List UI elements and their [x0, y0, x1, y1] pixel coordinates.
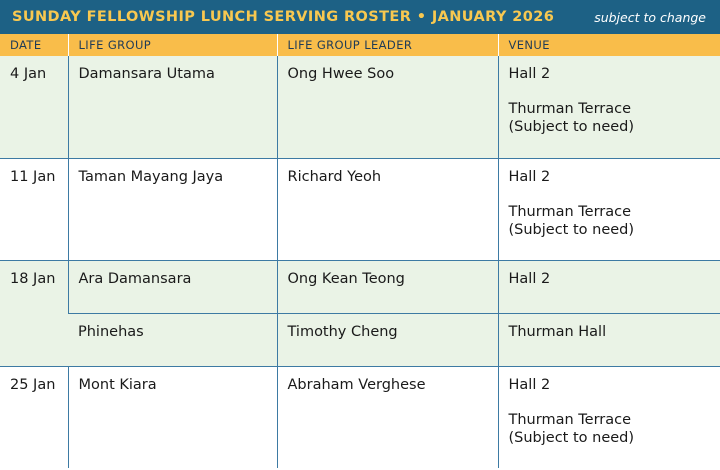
venue-cell [498, 158, 720, 260]
venue-note: (Subject to need) [508, 119, 635, 135]
date-cell: 4 Jan [0, 56, 68, 158]
table-row [0, 313, 720, 366]
venue-primary: Hall 2 [508, 168, 551, 185]
venue-cell [498, 366, 720, 468]
header-life-group: LIFE GROUP [68, 34, 277, 56]
venue-secondary: Thurman Terrace [508, 411, 632, 428]
table-row [0, 158, 720, 260]
date-cell: 11 Jan [10, 168, 56, 185]
table-row [0, 366, 720, 468]
life-group-cell: Mont Kiara [68, 366, 277, 468]
header-life-group-leader: LIFE GROUP LEADER [277, 34, 498, 56]
venue-secondary: Thurman Terrace [508, 101, 632, 117]
venue-secondary: Thurman Terrace [508, 203, 632, 220]
roster-table [0, 34, 720, 468]
header-venue: VENUE [498, 34, 720, 56]
venue-note: (Subject to need) [508, 221, 635, 238]
table-row [0, 260, 720, 313]
leader-cell: Richard Yeoh [277, 158, 498, 260]
leader-cell: Abraham Verghese [277, 366, 498, 468]
header-row [0, 34, 720, 56]
date-cell: 25 Jan [10, 376, 56, 393]
leader-cell: Ong Kean Teong [277, 260, 498, 313]
leader-cell: Ong Hwee Soo [277, 56, 498, 158]
venue-primary: Hall 2 [508, 270, 551, 287]
life-group-cell: Damansara Utama [68, 56, 277, 158]
venue-cell [498, 260, 720, 313]
venue-cell [498, 313, 720, 366]
roster-title: SUNDAY FELLOWSHIP LUNCH SERVING ROSTER • JANUARY 2026 [12, 9, 555, 25]
title-bar [0, 0, 720, 34]
venue-primary: Hall 2 [508, 66, 551, 82]
header-date: DATE [0, 34, 68, 56]
life-group-cell: Ara Damansara [68, 260, 277, 313]
table-row [0, 56, 720, 158]
life-group-cell: Taman Mayang Jaya [68, 158, 277, 260]
venue-cell [498, 56, 720, 158]
venue-note: (Subject to need) [508, 429, 635, 446]
roster-subtitle: subject to change [594, 9, 706, 25]
venue-primary: Thurman Hall [508, 323, 607, 340]
venue-primary: Hall 2 [508, 376, 551, 393]
life-group-cell: Phinehas [68, 313, 277, 366]
date-cell: 18 Jan [0, 260, 68, 366]
leader-cell: Timothy Cheng [277, 313, 498, 366]
